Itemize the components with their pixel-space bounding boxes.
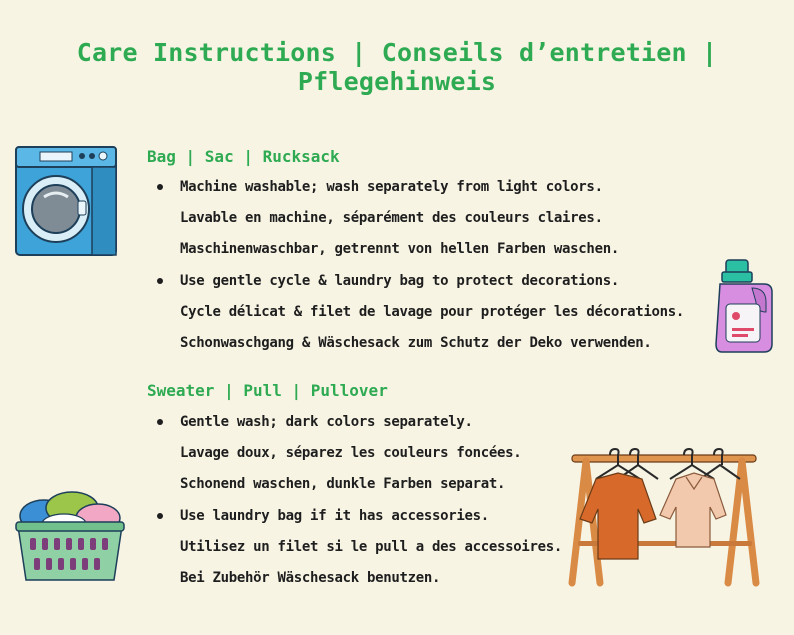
instruction-text-de: Schonwaschgang & Wäschesack zum Schutz der Deko verwenden.: [180, 335, 652, 351]
instruction-text-en: Machine washable; wash separately from light colors.: [180, 179, 603, 195]
section-heading-bag: Bag | Sac | Rucksack: [147, 147, 340, 166]
instruction-text-en: Use laundry bag if it has accessories.: [180, 508, 489, 524]
bullet-dot: [157, 419, 163, 425]
instruction-text-fr: Utilisez un filet si le pull a des accessoires.: [180, 539, 563, 555]
laundry-basket-icon: [14, 486, 126, 582]
instruction-text-fr: Lavage doux, séparez les couleurs foncées.: [180, 445, 522, 461]
instruction-text-en: Gentle wash; dark colors separately.: [180, 414, 473, 430]
instruction-text-fr: Lavable en machine, séparément des couleurs claires.: [180, 210, 603, 226]
bullet-dot: [157, 184, 163, 190]
instruction-text-de: Maschinenwaschbar, getrennt von hellen Farben waschen.: [180, 241, 619, 257]
clothes-rack-icon: [566, 447, 762, 587]
detergent-bottle-icon: [714, 258, 776, 354]
bullet-dot: [157, 513, 163, 519]
bullet-dot: [157, 278, 163, 284]
instruction-text-fr: Cycle délicat & filet de lavage pour protéger les décorations.: [180, 304, 684, 320]
page-title: Care Instructions | Conseils d’entretien | Pflegehinweis: [76, 38, 718, 96]
instruction-text-de: Schonend waschen, dunkle Farben separat.: [180, 476, 506, 492]
washing-machine-icon: [14, 145, 118, 257]
instruction-text-de: Bei Zubehör Wäschesack benutzen.: [180, 570, 441, 586]
section-heading-sweater: Sweater | Pull | Pullover: [147, 381, 388, 400]
instruction-text-en: Use gentle cycle & laundry bag to protect decorations.: [180, 273, 619, 289]
